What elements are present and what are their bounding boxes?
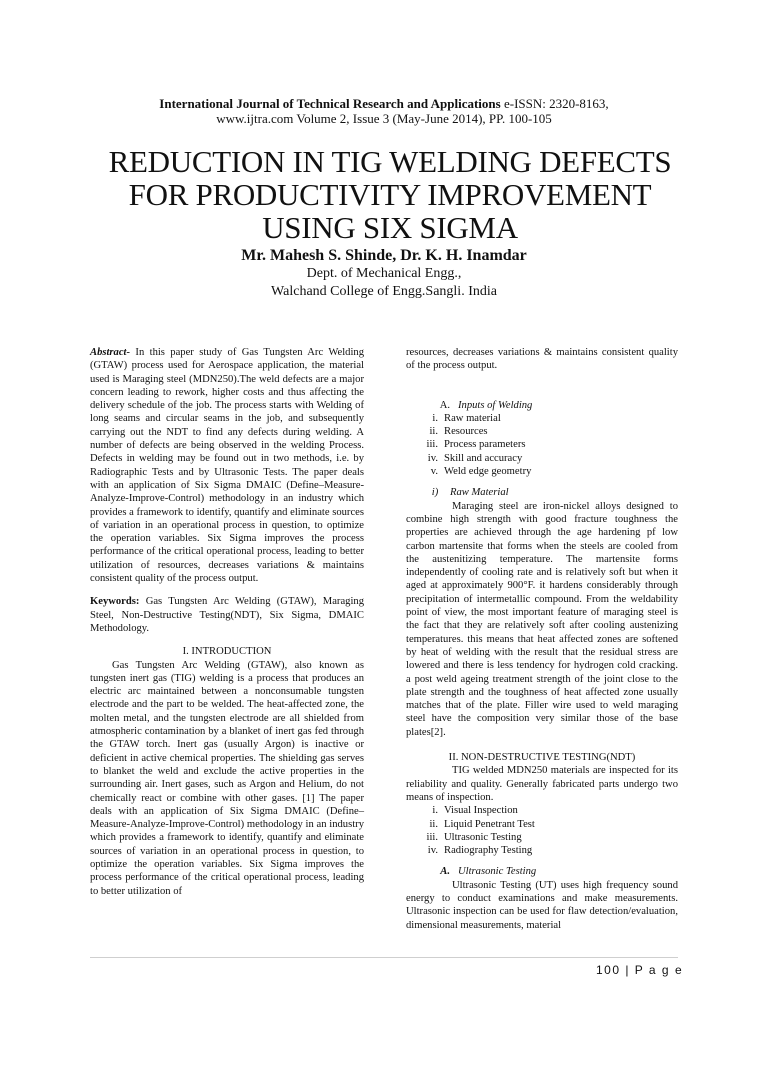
- authors: Mr. Mahesh S. Shinde, Dr. K. H. Inamdar: [241, 247, 527, 264]
- list-item: i. Visual Inspection: [432, 805, 518, 817]
- subsection-title: Inputs of Welding: [458, 399, 533, 411]
- title-line: FOR PRODUCTIVITY IMPROVEMENT: [128, 177, 652, 212]
- list-item: i. Raw material: [432, 412, 501, 424]
- affiliation-college: Walchand College of Engg.Sangli. India: [271, 284, 497, 299]
- keywords-text: Gas Tungsten Arc Welding (GTAW), Maraging Steel, Non-Destructive Testing(NDT), Six Sigma, DMAIC Methodology.: [90, 596, 364, 634]
- raw-material-text: Maraging steel are iron-nickel alloys designed to combine high strength with good fracture toughness the properties are achieved through the age hardening pf low carbon martensite that forms when the steels are cooled from the austenitizing temperature. The martensite forms independently of cooling rate and is relatively soft but when it aged at approximately 900°F. it hardens considerably through precipitation of intermetallic compound. From the weldability point of view, the most important feature of maraging steel is the fact that they are relatively soft after cooling austenizing temperatures. this means that heat affected zones are softened by heat of welding with the result that the residual stress are lowered and there is less tendency for hydrogen cold cracking. a post weld ageing treatment strength of the joint close to the plate strength and the toughness of heat affected zone usually matches that of the plate. Filler wire used to weld maraging steel have the composition very similar those of the base plates[2].: [406, 500, 678, 738]
- list-item: ii. Resources: [429, 426, 488, 438]
- abstract: [90, 346, 364, 585]
- ultrasonic-text: Ultrasonic Testing (UT) uses high frequency sound energy to conduct examinations and make measurements. Ultrasonic inspection can be used for flaw detection/evaluation, dimensional measurements, material: [406, 879, 678, 931]
- subsection-heading-ultrasonic: [406, 865, 678, 878]
- subsection-heading-raw-material: [406, 486, 678, 499]
- journal-volume-line: www.ijtra.com Volume 2, Issue 3 (May-June 2014), PP. 100-105: [216, 111, 552, 126]
- page-number: 100 | P a g e: [596, 963, 684, 977]
- list-item: iv. Radiography Testing: [427, 845, 533, 857]
- list-item: ii. Liquid Penetrant Test: [429, 818, 535, 830]
- keywords-label: Keywords:: [90, 596, 140, 608]
- subsection-letter: A.: [440, 866, 450, 878]
- subsection-title: Ultrasonic Testing: [458, 866, 537, 878]
- left-column: [90, 346, 364, 898]
- list-item: v. Weld edge geometry: [430, 466, 532, 478]
- list-item: iii. Ultrasonic Testing: [426, 831, 522, 843]
- paper-title: [60, 145, 720, 244]
- subsection-title: Raw Material: [450, 487, 509, 499]
- subsection-number: i): [431, 487, 439, 499]
- journal-name: International Journal of Technical Research and Applications: [159, 96, 501, 111]
- affiliation-dept: Dept. of Mechanical Engg.,: [306, 266, 462, 281]
- keywords: [90, 595, 364, 635]
- title-line: USING SIX SIGMA: [262, 210, 518, 245]
- list-item: iii. Process parameters: [426, 439, 526, 451]
- right-column: [406, 346, 678, 932]
- introduction-text: Gas Tungsten Arc Welding (GTAW), also known as tungsten inert gas (TIG) welding is a process that produces an electric arc maintained between a nonconsumable tungsten electrode and the part to be welded. The heat-affected zone, the molten metal, and the tungsten electrode are all shielded from atmospheric contamination by a blanket of inert gas fed through the GTAW torch. Inert gas (usually Argon) is inactive or deficient in active chemical properties. The shielding gas serves to blanket the weld and exclude the active properties in the surrounding air. Inert gases, such as Argon and Helium, do not chemically react or combine with other gases. [1] The paper deals with an application of Six Sigma DMAIC (Define–Measure-Analyze-Improve-Control) methodology in an industry which provides a framework to identify, quantify and eliminate sources of variation in an operational process in question, to optimize the operation variables. Six Sigma improves the process performance of the critical operational process, leading to better utilization of: [90, 659, 364, 897]
- journal-header: [0, 96, 768, 111]
- abstract-text: In this paper study of Gas Tungsten Arc Welding (GTAW) process used for Aerospace application, the material used is Maraging steel (MDN250).The weld defects are a major concern leading to rework, higher costs and thus affecting the delivery schedule of the job. The process starts with Welding of long seams and circular seams in the job, and subsequently carrying out the NDT to find any defects during welding. A number of defects are being observed in the welding Process. Defects in welding may be found out in two methods, i.e. by Radiographic Tests and by Ultrasonic Tests. The paper deals with an application of Six Sigma DMAIC (Define–Measure-Analyze-Improve-Control) methodology in an industry which provides a framework to identify, quantify and eliminate sources of variation in an operational process in question, to optimize the operation variables. Six Sigma improves the process performance of the critical operational process, leading to better utilization of resources, decreases variations & maintains consistent quality of the process output.: [90, 347, 364, 585]
- abstract-continuation: resources, decreases variations & maintains consistent quality of the process output.: [406, 347, 678, 372]
- subsection-heading-inputs: [406, 399, 678, 412]
- footer-divider: [90, 957, 678, 958]
- list-item: iv. Skill and accuracy: [427, 452, 523, 464]
- ndt-list: [394, 804, 678, 857]
- section-heading-introduction: I. INTRODUCTION: [182, 646, 272, 658]
- issn: e-ISSN: 2320-8163,: [500, 96, 609, 111]
- subsection-letter: A.: [439, 399, 450, 411]
- title-line: REDUCTION IN TIG WELDING DEFECTS: [108, 144, 672, 179]
- section-heading-ndt: II. NON-DESTRUCTIVE TESTING(NDT): [448, 752, 636, 764]
- inputs-list: [394, 412, 678, 478]
- abstract-label: Abstract-: [90, 347, 131, 358]
- ndt-text: TIG welded MDN250 materials are inspected for its reliability and quality. Generally fabricated parts undergo two means of inspection.: [406, 765, 678, 803]
